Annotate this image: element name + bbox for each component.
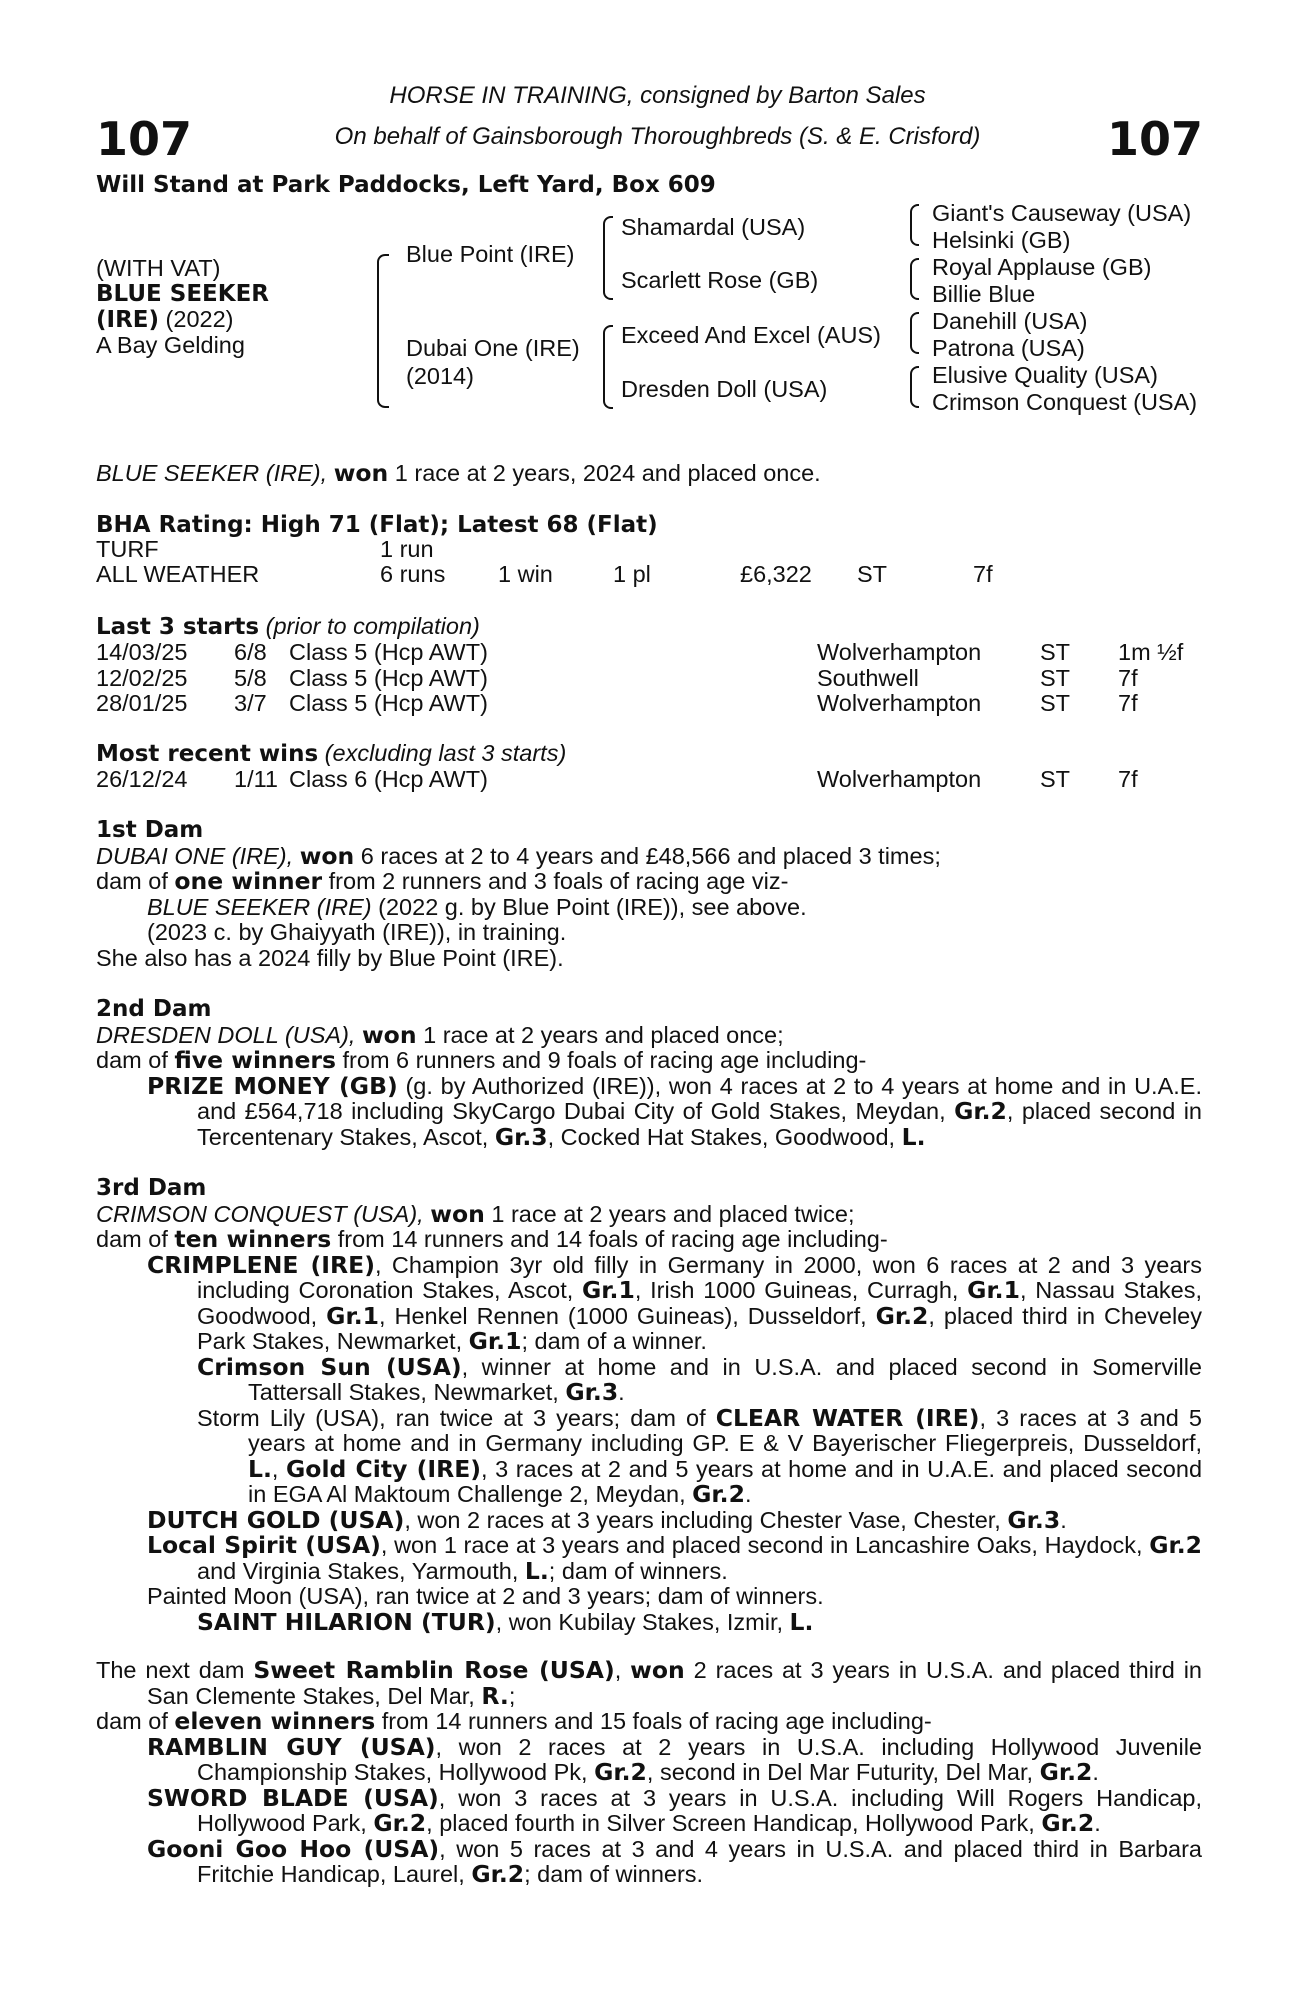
produce-item: SWORD BLADE (USA), won 3 races at 3 years in U.S.A. including Will Rogers Handicap, Hollywood Park, Gr.2, placed fourth in Silver Screen Handicap, Hollywood Park, Gr.2. (147, 1783, 1202, 1837)
start-distance: 7f (1118, 664, 1138, 691)
produce-item: Crimson Sun (USA), winner at home and in U.S.A. and placed second in Somerville Tattersall Stakes, Newmarket, Gr.3. (197, 1352, 1202, 1406)
start-position: 3/7 (234, 690, 267, 716)
section-heading: 1st Dam (96, 817, 204, 843)
start-race-class: Class 6 (Hcp AWT) (289, 766, 488, 792)
recent-wins-heading: Most recent wins (excluding last 3 starts) (96, 740, 567, 767)
last-starts-heading: Last 3 starts (prior to compilation) (96, 613, 480, 640)
start-date: 14/03/25 (96, 639, 188, 665)
start-date: 12/02/25 (96, 664, 188, 691)
fourth-dam-section (96, 1658, 1202, 1888)
produce-item: Gooni Goo Hoo (USA), won 5 races at 3 and 4 years in U.S.A. and placed third in Barbara Fritchie Handicap, Laurel, Gr.2; dam of winners. (147, 1834, 1202, 1888)
start-course: Wolverhampton (817, 690, 982, 716)
produce-item: Storm Lily (USA), ran twice at 3 years; dam of CLEAR WATER (IRE), 3 races at 3 and 5 years at home and in Germany including GP. E & V Bayerischer Fliegerpreis, Dusseldorf, L., Gold City (IRE), 3 races at 2 and 5 years at home and in U.A.E. and placed second in EGA Al Maktoum Challenge 2, Meydan, Gr.2. (197, 1403, 1203, 1508)
horse-country: (IRE) (96, 307, 160, 333)
start-going: ST (1040, 664, 1071, 691)
produce-item: Painted Moon (USA), ran twice at 2 and 3 years; dam of winners. (147, 1583, 824, 1609)
aw-runs: 6 runs (380, 561, 446, 587)
pedigree-ggp: Helsinki (GB) (932, 227, 1071, 253)
pedigree-brace-g3 (910, 312, 919, 354)
vat-note: (WITH VAT) (96, 255, 221, 281)
dam-produce: dam of eleven winners from 14 runners and 15 foals of racing age including- (96, 1707, 932, 1735)
start-date: 28/01/25 (96, 690, 188, 716)
produce-item: RAMBLIN GUY (USA), won 2 races at 2 years in U.S.A. including Hollywood Juvenile Championship Stakes, Hollywood Pk, Gr.2, second in Del Mar Futurity, Del Mar, Gr.2. (147, 1732, 1202, 1786)
pedigree-sire: Blue Point (IRE) (406, 241, 575, 267)
race-summary: BLUE SEEKER (IRE), won 1 race at 2 years, 2024 and placed once. (96, 459, 821, 487)
start-race-class: Class 5 (Hcp AWT) (289, 664, 488, 691)
pedigree-ggp: Elusive Quality (USA) (932, 362, 1158, 388)
aw-prize: £6,322 (740, 561, 812, 587)
turf-runs: 1 run (380, 536, 434, 562)
start-race-class: Class 5 (Hcp AWT) (289, 639, 488, 665)
pedigree-brace-g2 (910, 258, 919, 300)
pedigree-brace-main (377, 254, 389, 408)
start-going: ST (1040, 690, 1071, 716)
section-heading: 2nd Dam (96, 996, 212, 1022)
start-position: 1/11 (234, 766, 278, 792)
dam-record: DRESDEN DOLL (USA), won 1 race at 2 years and placed once; (96, 1020, 784, 1049)
start-race-class: Class 5 (Hcp AWT) (289, 690, 488, 716)
stand-location: Will Stand at Park Paddocks, Left Yard, Box 609 (96, 172, 716, 198)
vendor-line: On behalf of Gainsborough Thoroughbreds (S. & E. Crisford) (334, 123, 981, 150)
start-course: Wolverhampton (817, 766, 982, 792)
pedigree-ggp: Billie Blue (932, 281, 1036, 307)
dam-record: DUBAI ONE (IRE), won 6 races at 2 to 4 years and £48,566 and placed 3 times; (96, 841, 941, 870)
pedigree-dam-year: (2014) (406, 363, 474, 389)
pedigree-brace-dam (603, 325, 613, 409)
start-position: 6/8 (234, 639, 267, 665)
bha-rating: BHA Rating: High 71 (Flat); Latest 68 (Flat) (96, 512, 658, 538)
pedigree-ggp: Crimson Conquest (USA) (932, 389, 1198, 415)
produce-item: Local Spirit (USA), won 1 race at 3 years and placed second in Lancashire Oaks, Haydock, Gr.2 and Virginia Stakes, Yarmouth, L.; dam of winners. (147, 1531, 1202, 1585)
pedigree-brace-g4 (910, 366, 919, 408)
produce-note: She also has a 2024 filly by Blue Point (IRE). (96, 944, 564, 971)
lot-number-right: 107 (1106, 112, 1203, 166)
dam-produce: dam of five winners from 6 runners and 9 foals of racing age including- (96, 1046, 867, 1074)
dam-record: The next dam Sweet Ramblin Rose (USA), won 2 races at 3 years in U.S.A. and placed third in San Clemente Stakes, Del Mar, R.; (96, 1656, 1202, 1710)
produce-item: DUTCH GOLD (USA), won 2 races at 3 years including Chester Vase, Chester, Gr.3. (147, 1505, 1067, 1534)
consignment-line: HORSE IN TRAINING, consigned by Barton Sales (389, 82, 926, 109)
pedigree-brace-g1 (910, 204, 919, 246)
aw-label: ALL WEATHER (96, 561, 260, 587)
start-position: 5/8 (234, 664, 267, 691)
pedigree-ggp: Danehill (USA) (932, 308, 1088, 334)
produce-item: SAINT HILARION (TUR), won Kubilay Stakes, Izmir, L. (197, 1607, 814, 1636)
aw-places: 1 pl (613, 561, 651, 587)
start-distance: 1m ½f (1118, 639, 1184, 665)
start-date: 26/12/24 (96, 766, 188, 792)
horse-year: (2022) (159, 306, 234, 332)
dam-record: CRIMSON CONQUEST (USA), won 1 race at 2 years and placed twice; (96, 1199, 855, 1228)
start-going: ST (1040, 639, 1071, 665)
horse-description: A Bay Gelding (96, 332, 245, 358)
pedigree-ggp: Giant's Causeway (USA) (932, 200, 1192, 226)
dam-produce: dam of one winner from 2 runners and 3 foals of racing age viz- (96, 867, 789, 895)
start-course: Wolverhampton (817, 639, 982, 665)
dam-produce: dam of ten winners from 14 runners and 14 foals of racing age including- (96, 1225, 888, 1253)
produce-item: BLUE SEEKER (IRE) (2022 g. by Blue Point (IRE)), see above. (147, 893, 807, 920)
pedigree-sire-sire: Shamardal (USA) (621, 214, 806, 240)
horse-year-line (96, 307, 233, 334)
produce-item: CRIMPLENE (IRE), Champion 3yr old filly in Germany in 2000, won 6 races at 2 and 3 years including Coronation Stakes, Ascot, Gr.1, Irish 1000 Guineas, Curragh, Gr.1, Nassau Stakes, Goodwood, Gr.1, Henkel Rennen (1000 Guineas), Dusseldorf, Gr.2, placed third in Cheveley Park Stakes, Newmarket, Gr.1; dam of a winner. (147, 1250, 1203, 1355)
pedigree-dam-sire: Exceed And Excel (AUS) (621, 322, 881, 348)
pedigree-sire-dam: Scarlett Rose (GB) (621, 267, 819, 293)
start-distance: 7f (1118, 690, 1138, 716)
section-heading: 3rd Dam (96, 1175, 207, 1201)
pedigree-dam-dam: Dresden Doll (USA) (621, 376, 828, 402)
produce-item: (2023 c. by Ghaiyyath (IRE)), in training. (147, 919, 567, 945)
pedigree-dam: Dubai One (IRE) (406, 335, 580, 361)
horse-name: BLUE SEEKER (96, 281, 269, 307)
produce-item: PRIZE MONEY (GB) (g. by Authorized (IRE)), won 4 races at 2 to 4 years at home and in U.A.E. and £564,718 including SkyCargo Dubai City of Gold Stakes, Meydan, Gr.2, placed second in Tercentenary Stakes, Ascot, Gr.3, Cocked Hat Stakes, Goodwood, L. (147, 1071, 1203, 1151)
pedigree-brace-sire (603, 216, 613, 300)
pedigree-ggp: Royal Applause (GB) (932, 254, 1152, 280)
third-dam-section (96, 1176, 1202, 1635)
aw-going: ST (857, 561, 888, 587)
first-dam-section (96, 818, 1202, 971)
start-course: Southwell (817, 664, 919, 691)
turf-label: TURF (96, 536, 159, 562)
second-dam-section (96, 997, 1202, 1150)
aw-distance: 7f (973, 561, 993, 587)
start-distance: 7f (1118, 766, 1138, 792)
aw-wins: 1 win (498, 561, 553, 587)
start-going: ST (1040, 766, 1071, 792)
pedigree-ggp: Patrona (USA) (932, 335, 1085, 361)
lot-number-left: 107 (96, 112, 193, 166)
